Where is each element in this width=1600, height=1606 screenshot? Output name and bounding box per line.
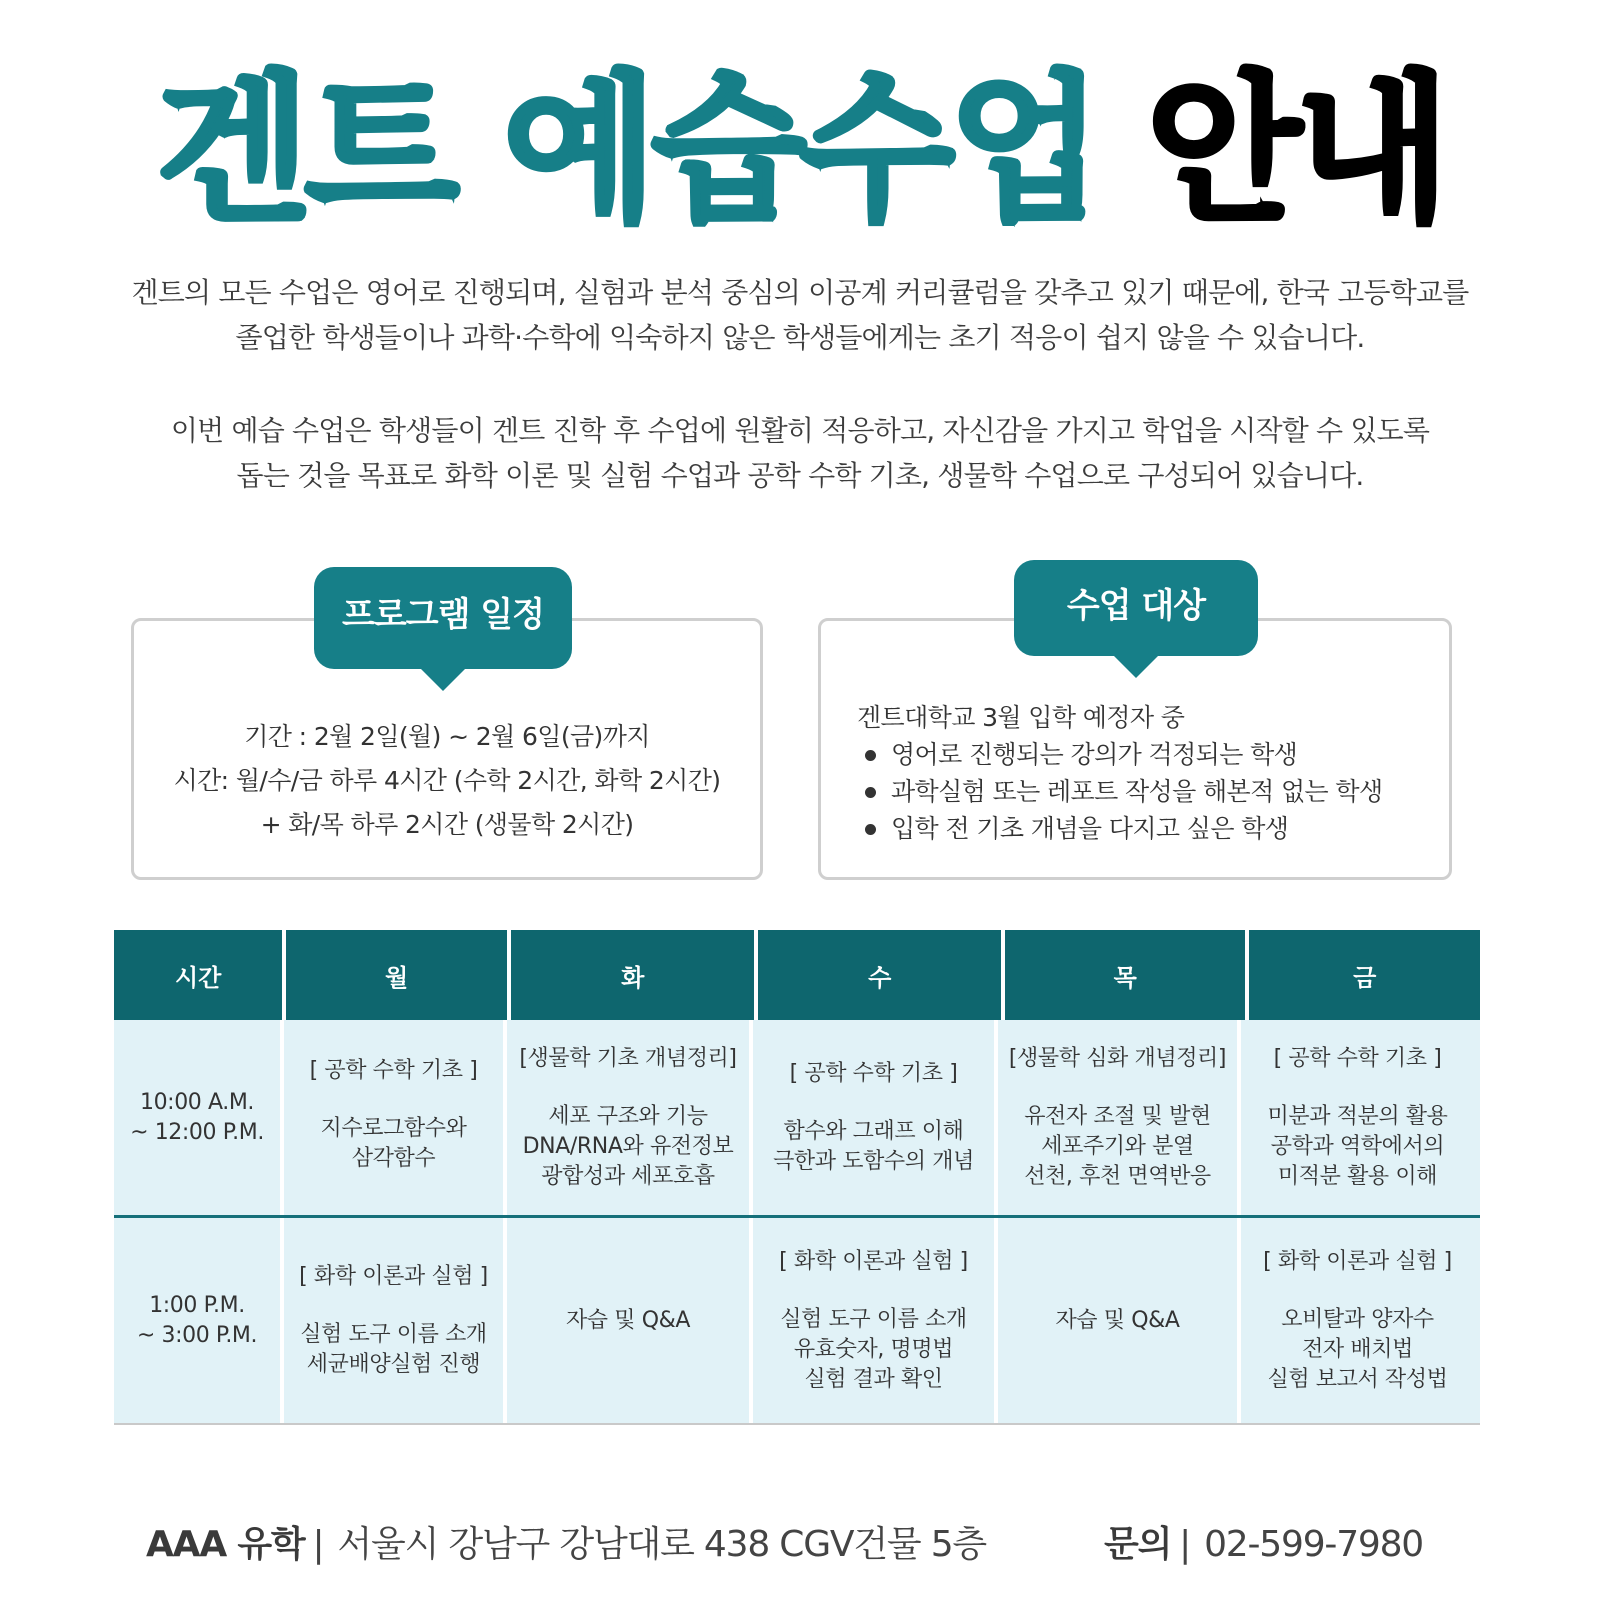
class-line: 세포주기와 분열	[1041, 1133, 1194, 1159]
footer-contact-block	[1104, 1516, 1423, 1567]
header-thu: 목	[1005, 930, 1246, 1020]
class-line: 오비탈과 양자수	[1281, 1306, 1434, 1332]
class-cell-thu	[998, 1020, 1241, 1215]
class-title: [ 화학 이론과 실험 ]	[1263, 1248, 1452, 1274]
class-line: 전자 배치법	[1302, 1336, 1413, 1362]
target-intro: 겐트대학교 3월 입학 예정자 중	[857, 703, 1185, 732]
time-start: 1:00 P.M.	[149, 1292, 245, 1318]
class-cell-tue	[507, 1218, 753, 1423]
class-line: 실험 보고서 작성법	[1267, 1366, 1448, 1392]
time-cell	[114, 1218, 284, 1423]
class-line: 선천, 후천 면역반응	[1024, 1163, 1211, 1189]
list-item: 과학실험 또는 레포트 작성을 해본적 없는 학생	[857, 773, 1383, 810]
list-item: 입학 전 기초 개념을 다지고 싶은 학생	[857, 810, 1383, 847]
header-time: 시간	[114, 930, 282, 1020]
class-cell-wed	[753, 1218, 998, 1423]
class-cell-tue	[507, 1020, 753, 1215]
footer-separator: |	[312, 1524, 324, 1565]
class-title: [ 공학 수학 기초 ]	[309, 1057, 478, 1083]
schedule-text	[134, 715, 760, 847]
footer-separator: |	[1179, 1524, 1191, 1565]
title-highlight: 겐트 예습수업	[156, 56, 1098, 243]
class-line: 광합성과 세포호흡	[541, 1163, 715, 1189]
list-item: 영어로 진행되는 강의가 걱정되는 학생	[857, 736, 1383, 773]
class-cell-mon	[284, 1020, 507, 1215]
class-line: 자습 및 Q&A	[565, 1307, 691, 1333]
header-fri: 금	[1249, 930, 1480, 1020]
timetable	[114, 930, 1480, 1425]
target-list	[857, 736, 1383, 847]
intro-line: 돕는 것을 목표로 화학 이론 및 실험 수업과 공학 수학 기초, 생물학 수업으로 구성되어 있습니다.	[236, 459, 1364, 492]
schedule-time-extra: + 화/목 하루 2시간 (생물학 2시간)	[260, 810, 634, 839]
class-line: 공학과 역학에서의	[1270, 1133, 1445, 1159]
class-line: 유효숫자, 명명법	[793, 1336, 954, 1362]
title-rest: 안내	[1146, 56, 1444, 243]
class-title: [ 공학 수학 기초 ]	[1273, 1045, 1442, 1071]
table-row	[114, 1020, 1480, 1218]
footer-address-block	[146, 1516, 986, 1567]
class-cell-wed	[753, 1020, 998, 1215]
class-line: 미분과 적분의 활용	[1267, 1103, 1448, 1129]
class-cell-fri	[1241, 1218, 1474, 1423]
class-line: 실험 도구 이름 소개	[780, 1306, 967, 1332]
intro-line: 겐트의 모든 수업은 영어로 진행되며, 실험과 분석 중심의 이공계 커리큘럼을 갖추고 있기 때문에, 한국 고등학교를	[131, 276, 1469, 309]
schedule-tag: 프로그램 일정	[314, 567, 572, 669]
class-line: 실험 도구 이름 소개	[300, 1321, 487, 1347]
class-line: 자습 및 Q&A	[1055, 1307, 1180, 1333]
class-line: 함수와 그래프 이해	[783, 1118, 964, 1144]
intro-line: 졸업한 학생들이나 과학·수학에 익숙하지 않은 학생들에게는 초기 적응이 쉽지 않을 수 있습니다.	[235, 321, 1365, 354]
class-line: 실험 결과 확인	[804, 1366, 943, 1392]
class-line: DNA/RNA와 유전정보	[522, 1133, 734, 1159]
target-tag: 수업 대상	[1014, 560, 1258, 656]
class-line: 유전자 조절 및 발현	[1024, 1103, 1211, 1129]
schedule-period: 기간 : 2월 2일(월) ~ 2월 6일(금)까지	[244, 722, 650, 751]
class-cell-mon	[284, 1218, 507, 1423]
time-start: 10:00 A.M.	[139, 1089, 255, 1115]
header-mon: 월	[286, 930, 507, 1020]
class-title: [ 화학 이론과 실험 ]	[299, 1263, 488, 1289]
schedule-time: 시간: 월/수/금 하루 4시간 (수학 2시간, 화학 2시간)	[173, 766, 721, 795]
class-line: 세포 구조와 기능	[548, 1103, 708, 1129]
class-title: [ 공학 수학 기초 ]	[789, 1060, 958, 1086]
timetable-header	[114, 930, 1480, 1020]
class-cell-fri	[1241, 1020, 1474, 1215]
class-line: 삼각함수	[351, 1145, 436, 1171]
class-title: [생물학 기초 개념정리]	[519, 1045, 737, 1071]
class-title: [생물학 심화 개념정리]	[1008, 1045, 1227, 1071]
footer	[0, 1516, 1600, 1572]
class-cell-thu	[998, 1218, 1241, 1423]
intro-line: 이번 예습 수업은 학생들이 겐트 진학 후 수업에 원활히 적응하고, 자신감을 가지고 학업을 시작할 수 있도록	[170, 414, 1430, 447]
class-line: 세균배양실험 진행	[306, 1351, 481, 1377]
time-end: ~ 12:00 P.M.	[130, 1119, 264, 1145]
time-end: ~ 3:00 P.M.	[136, 1322, 258, 1348]
address: 서울시 강남구 강남대로 438 CGV건물 5층	[337, 1524, 987, 1565]
page-title	[0, 56, 1600, 243]
intro-paragraph-2	[60, 408, 1540, 498]
header-wed: 수	[758, 930, 1000, 1020]
class-line: 극한과 도함수의 개념	[773, 1148, 974, 1174]
contact-label: 문의	[1104, 1524, 1172, 1565]
time-cell	[114, 1020, 284, 1215]
class-line: 지수로그함수와	[320, 1115, 467, 1141]
table-row	[114, 1218, 1480, 1425]
brand-name: AAA 유학	[146, 1524, 305, 1565]
header-tue: 화	[511, 930, 754, 1020]
class-title: [ 화학 이론과 실험 ]	[779, 1248, 968, 1274]
phone-number: 02-599-7980	[1204, 1524, 1424, 1565]
target-text	[857, 699, 1383, 847]
class-line: 미적분 활용 이해	[1277, 1163, 1438, 1189]
intro-paragraph-1	[60, 270, 1540, 360]
